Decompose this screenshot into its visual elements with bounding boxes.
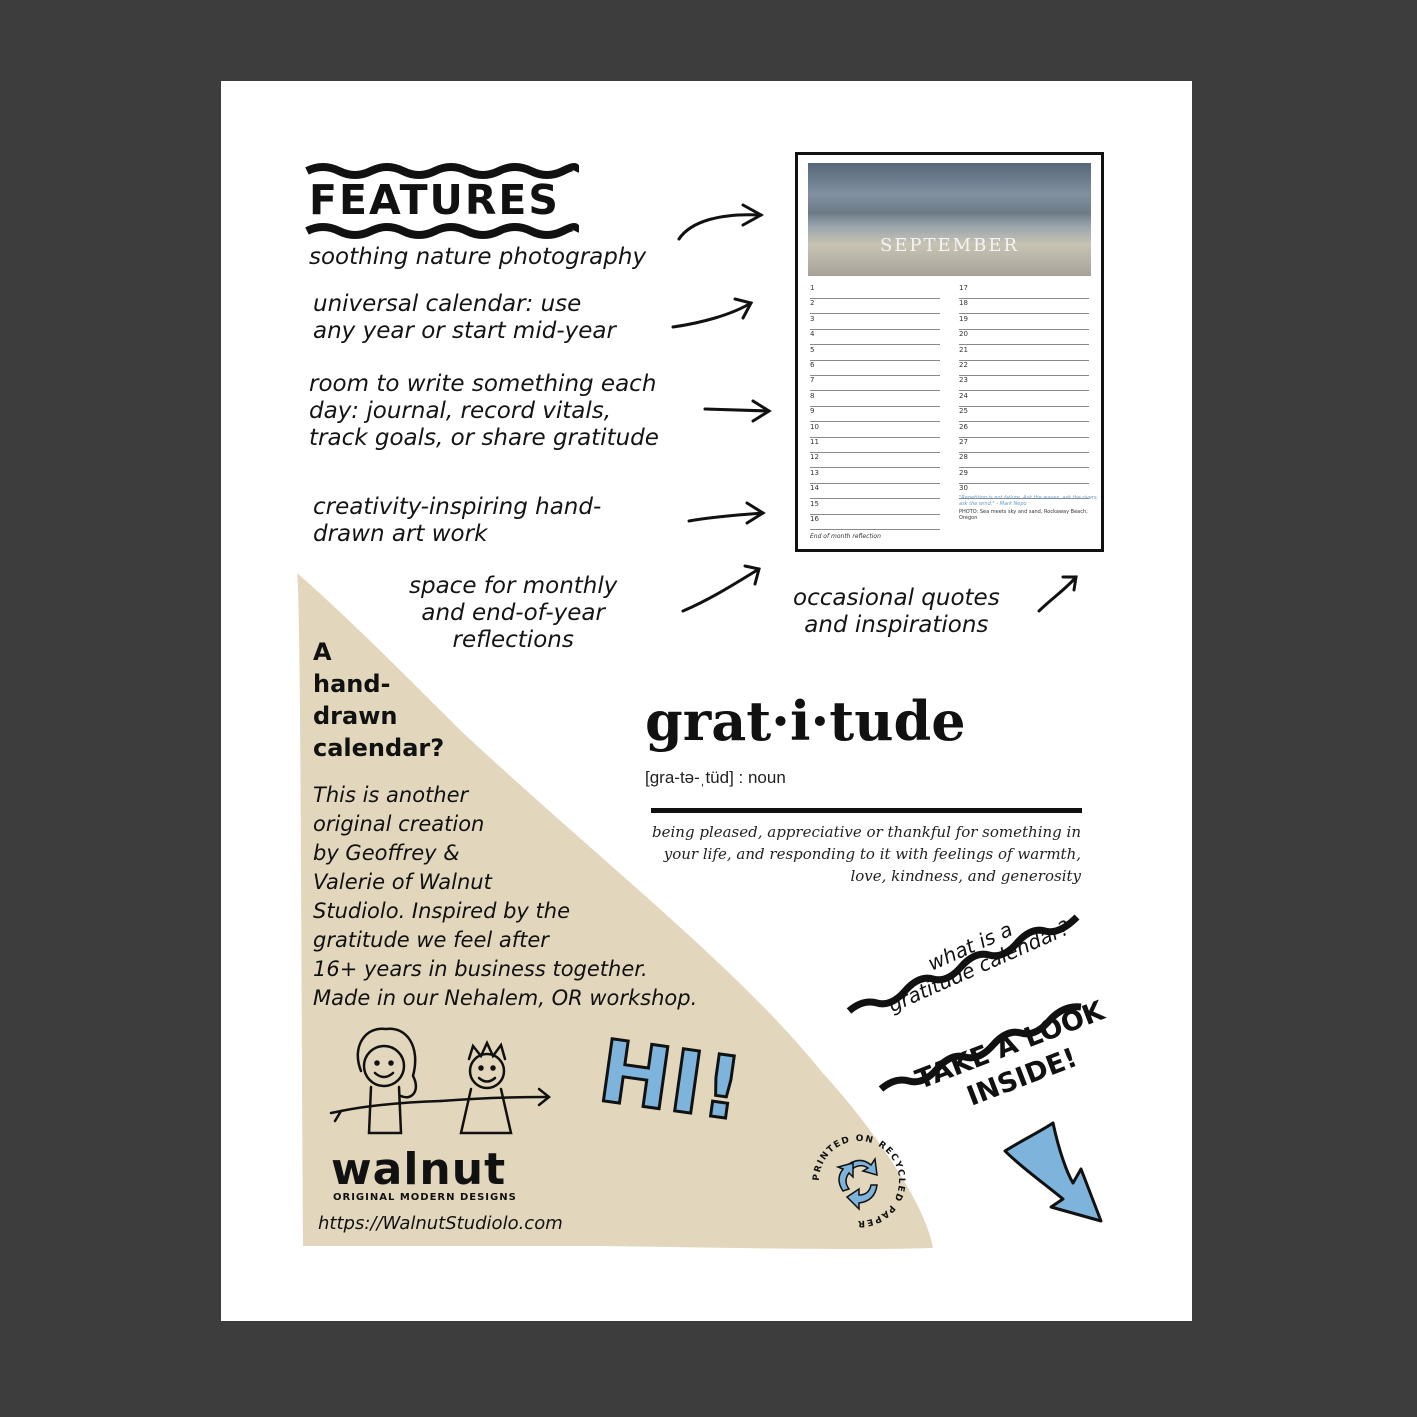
definition-meaning: being pleased, appreciative or thankful for something in your life, and responding to it with feelings of warmth, love, kindness, and generosity <box>652 823 1081 885</box>
calendar-day-row: 6 <box>810 360 940 376</box>
hi-greeting: HI! <box>592 1021 749 1141</box>
calendar-day-row: 5 <box>810 345 940 361</box>
calendar-day-row: 20 <box>959 329 1089 345</box>
svg-text:PRINTED ON RECYCLED PAPER <box>812 1134 906 1228</box>
calendar-day-row: 19 <box>959 314 1089 330</box>
arrow-icon <box>705 409 769 411</box>
calendar-day-row: 29 <box>959 468 1089 484</box>
calendar-end-of-month: End of month reflection <box>810 533 881 540</box>
calendar-quote: "Repetition is not failure. Ask the waves, ask the rivers, ask the wind." - Mark Nepo <box>959 495 1099 507</box>
arrow-icon <box>1039 577 1076 611</box>
calendar-day-row: 22 <box>959 360 1089 376</box>
calendar-day-row: 25 <box>959 406 1089 422</box>
down-arrow-icon <box>1001 1111 1111 1226</box>
about-body: This is another original creation by Geoffrey & Valerie of Walnut Studiolo. Inspired by the gratitude we feel after 16+ years in business together. Made in our Nehalem, OR workshop. <box>313 783 698 1010</box>
definition-pronunciation: [gra-tə-ˌtüd] : noun <box>645 768 786 787</box>
calendar-day-row: 1 <box>810 283 940 299</box>
cta-question: what is a gratitude calendar? <box>884 915 1074 1018</box>
about-heading: A hand- drawn calendar? <box>313 638 445 762</box>
definition-divider <box>651 808 1082 813</box>
features-title: FEATURES <box>309 176 560 224</box>
calendar-day-row: 24 <box>959 391 1089 407</box>
walnut-logo-tagline: ORIGINAL MODERN DESIGNS <box>333 1192 517 1203</box>
calendar-day-row: 3 <box>810 314 940 330</box>
calendar-day-row: 9 <box>810 406 940 422</box>
calendar-day-row: 14 <box>810 483 940 499</box>
calendar-day-row: 8 <box>810 391 940 407</box>
arrow-icon <box>683 569 759 611</box>
definition-word: grat·i·tude <box>645 689 966 753</box>
calendar-day-row: 18 <box>959 298 1089 314</box>
cta-take-a-look[interactable]: TAKE A LOOK INSIDE! <box>911 995 1109 1113</box>
calendar-month: SEPTEMBER <box>879 235 1020 256</box>
arrow-icon <box>673 303 751 327</box>
calendar-day-row: 26 <box>959 422 1089 438</box>
calendar-day-row: 4 <box>810 329 940 345</box>
calendar-day-row: 10 <box>810 422 940 438</box>
recycled-badge-text: PRINTED ON RECYCLED PAPER <box>811 1133 907 1229</box>
feature-universal-calendar: universal calendar: use any year or start mid-year <box>313 291 616 344</box>
calendar-day-row: 11 <box>810 437 940 453</box>
calendar-preview <box>795 152 1104 552</box>
calendar-day-row: 16 <box>810 514 940 530</box>
calendar-day-row: 13 <box>810 468 940 484</box>
calendar-day-row: 17 <box>959 283 1089 299</box>
feature-photography: soothing nature photography <box>309 244 647 270</box>
calendar-day-row: 2 <box>810 298 940 314</box>
calendar-day-row: 23 <box>959 375 1089 391</box>
beach-photo <box>808 163 1091 276</box>
calendar-photo-credit: PHOTO: Sea meets sky and sand, Rockaway Beach, Oregon <box>959 509 1088 521</box>
calendar-day-row: 27 <box>959 437 1089 453</box>
calendar-day-row: 28 <box>959 452 1089 468</box>
calendar-day-row: 12 <box>810 452 940 468</box>
feature-reflections: space for monthly and end-of-year reflections <box>409 573 618 653</box>
arrow-icon <box>679 215 761 239</box>
website-url: https://WalnutStudiolo.com <box>318 1213 563 1234</box>
feature-quotes: occasional quotes and inspirations <box>793 585 1000 638</box>
feature-room-to-write: room to write something each day: journal, record vitals, track goals, or share gratitude <box>309 371 659 451</box>
calendar-day-row: 15 <box>810 499 940 515</box>
product-info-page <box>221 81 1192 1321</box>
walnut-logo: walnut <box>331 1144 507 1195</box>
recycled-paper-badge-icon <box>805 1127 913 1235</box>
calendar-day-row: 21 <box>959 345 1089 361</box>
calendar-day-row: 30 <box>959 483 1089 499</box>
feature-artwork: creativity-inspiring hand- drawn art work <box>313 494 602 547</box>
calendar-day-row: 7 <box>810 375 940 391</box>
founders-doodle-icon <box>321 1021 561 1151</box>
